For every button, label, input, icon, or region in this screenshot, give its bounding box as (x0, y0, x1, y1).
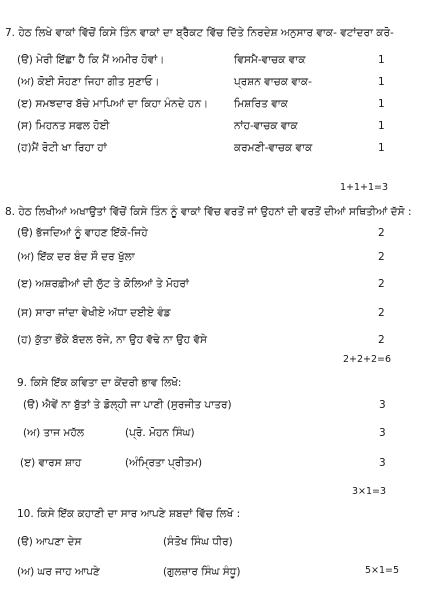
q7-item-c: (ੲ) ਸਮਝਦਾਰ ਬੱਚੇ ਮਾਪਿਆਂ ਦਾ ਕਿਹਾ ਮੰਨਦੇ ਹਨ। (17, 98, 209, 110)
q9-item-a-marks: 3 (379, 399, 386, 411)
q9-total: 3×1=3 (352, 486, 387, 497)
q7-item-a: (ੳ) ਮੇਰੀ ਇੱਛਾ ਹੈ ਕਿ ਮੈਂ ਅਮੀਰ ਹੋਵਾਂ। (17, 54, 165, 66)
q9-item-c-marks: 3 (379, 457, 386, 469)
q10-item-b-marks: 5×1=5 (365, 565, 400, 576)
q7-item-d: (ਸ) ਮਿਹਨਤ ਸਫਲ ਹੋਈ (17, 120, 110, 132)
q10-item-b-author: (ਗੁਲਜ਼ਾਰ ਸਿੰਘ ਸੰਧੂ) (163, 566, 241, 578)
q8-item-d: (ਸ) ਸਾਰਾ ਜਾਂਦਾ ਵੇਖੀਏ ਅੱਧਾ ਦਈਏ ਵੰਡ (17, 307, 171, 319)
q8-item-e: (ਹ) ਕੁੱਤਾ ਭੌਂਕੇ ਬੱਦਲ ਰੱਜੇ, ਨਾ ਉਹ ਵੱਢੇ ਨਾ ਉਹ ਵੱਸੇ (17, 334, 208, 346)
q8-item-a-marks: 2 (378, 227, 385, 239)
q7-total: 1+1+1=3 (340, 182, 389, 193)
q7-item-b: (ਅ) ਕੋਈ ਸੋਹਣਾ ਜਿਹਾ ਗੀਤ ਸੁਣਾਓ। (17, 76, 160, 88)
q8-item-a: (ੳ) ਭੱਜਦਿਆਂ ਨੂੰ ਵਾਹਣ ਇੱਕੋ-ਜਿਹੇ (17, 227, 148, 239)
q8-title: 8. ਹੇਠ ਲਿਖੀਆਂ ਅਖਾਉਤਾਂ ਵਿੱਚੋਂ ਕਿਸੇ ਤਿੰਨ ਨੂੰ ਵਾਕਾਂ ਵਿੱਚ ਵਰਤੋਂ ਜਾਂ ਉਹਨਾਂ ਦੀ ਵਰਤੋਂ ਦੀਆਂ ਸਥਿਤੀਆਂ ਦੱਸੋ : (5, 206, 412, 218)
q9-item-b-marks: 3 (379, 427, 386, 439)
q8-total: 2+2+2=6 (343, 354, 392, 365)
q8-item-c-marks: 2 (378, 278, 385, 290)
q7-item-b-type: ਪ੍ਰਸ਼ਨ ਵਾਚਕ ਵਾਕ- (234, 76, 312, 88)
q7-item-c-marks: 1 (378, 98, 385, 110)
q8-item-d-marks: 2 (378, 307, 385, 319)
q7-item-a-marks: 1 (378, 54, 385, 66)
q7-item-d-type: ਨਾਂਹ-ਵਾਚਕ ਵਾਕ (234, 120, 298, 132)
q7-item-c-type: ਮਿਸ਼ਰਿਤ ਵਾਕ (234, 98, 288, 110)
q7-item-d-marks: 1 (378, 120, 385, 132)
q8-item-b: (ਅ) ਇੱਕ ਦਰ ਬੰਦ ਸੌ ਦਰ ਖੁੱਲਾ (17, 251, 135, 263)
q7-item-b-marks: 1 (378, 76, 385, 88)
q7-item-e-marks: 1 (378, 142, 385, 154)
q9-item-b-author: (ਪ੍ਰੋ. ਮੋਹਨ ਸਿੰਘ) (125, 427, 195, 439)
q7-item-e-type: ਕਰਮਣੀ-ਵਾਚਕ ਵਾਕ (234, 142, 313, 154)
q9-title: 9. ਕਿਸੇ ਇੱਕ ਕਵਿਤਾ ਦਾ ਕੇਂਦਰੀ ਭਾਵ ਲਿਖੋ: (17, 377, 182, 389)
q9-item-c-author: (ਅੰਮ੍ਰਿਤਾ ਪ੍ਰੀਤਮ) (125, 457, 203, 469)
q10-item-a: (ੳ) ਆਪਣਾ ਦੇਸ (17, 536, 82, 548)
q8-item-c: (ੲ) ਅਸ਼ਰਫ਼ੀਆਂ ਦੀ ਲੁੱਟ ਤੇ ਕੋਲਿਆਂ ਤੇ ਮੋਹਰਾਂ (17, 278, 189, 290)
q10-item-b: (ਅ) ਘਰ ਜਾਹ ਆਪਣੇ (17, 566, 100, 578)
q9-item-c: (ੲ) ਵਾਰਸ ਸ਼ਾਹ (20, 457, 82, 469)
q10-title: 10. ਕਿਸੇ ਇੱਕ ਕਹਾਣੀ ਦਾ ਸਾਰ ਆਪਣੇ ਸ਼ਬਦਾਂ ਵਿੱਚ ਲਿਖੋ : (17, 508, 241, 520)
q8-item-b-marks: 2 (378, 251, 385, 263)
q7-item-a-type: ਵਿਸਮੈ-ਵਾਚਕ ਵਾਕ (234, 54, 306, 66)
q10-item-a-author: (ਸੰਤੋਖ ਸਿੰਘ ਧੀਰ) (163, 536, 233, 548)
q9-item-b: (ਅ) ਤਾਜ ਮਹੱਲ (23, 427, 84, 439)
q7-title: 7. ਹੇਠ ਲਿਖੇ ਵਾਕਾਂ ਵਿੱਚੋਂ ਕਿਸੇ ਤਿੰਨ ਵਾਕਾਂ ਦਾ ਬ੍ਰੈਕਟ ਵਿੱਚ ਦਿੱਤੇ ਨਿਰਦੇਸ਼ ਅਨੁਸਾਰ ਵਾਕ- ਵਟਾਂਦਰਾ ਕਰੋ- (5, 27, 394, 39)
q8-item-e-marks: 2 (378, 334, 385, 346)
q9-item-a: (ੳ) ਐਵੇਂ ਨਾ ਬੁੱਤਾਂ ਤੇ ਡੋਲ੍ਹੀ ਜਾ ਪਾਣੀ (ਸੁਰਜੀਤ ਪਾਤਰ) (23, 399, 232, 411)
q7-item-e: (ਹ)ਮੈਂ ਰੋਟੀ ਖਾ ਰਿਹਾ ਹਾਂ (17, 142, 107, 154)
